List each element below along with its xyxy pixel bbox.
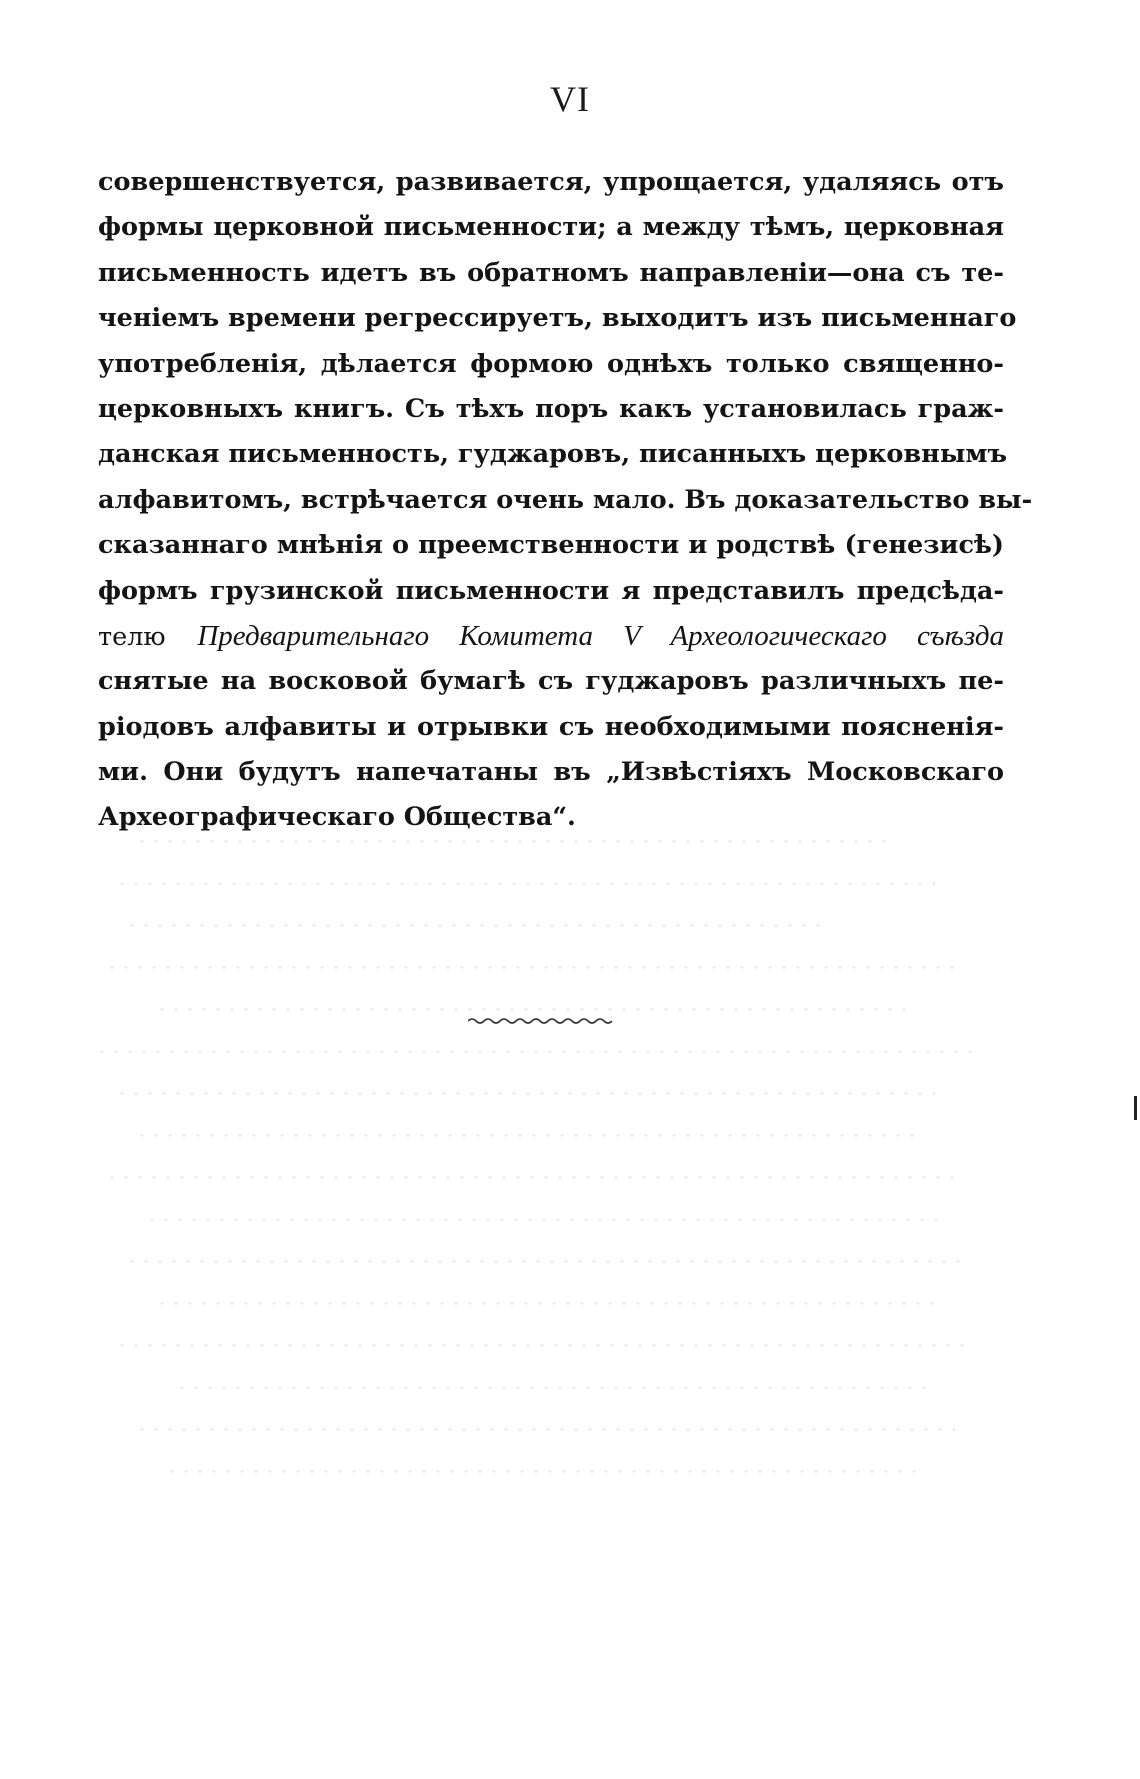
body-paragraph (98, 160, 1033, 841)
text-line: совершенствуется, развивается, упрощается, удаляясь отъ (98, 167, 1004, 197)
bleed-through-texture (95, 830, 1005, 1650)
text-fragment: телю (98, 621, 166, 652)
text-line: формы церковной письменности; а между тѣмъ, церковная (98, 212, 1004, 243)
text-line: алфавитомъ, встрѣчается очень мало. Въ доказательство вы- (98, 484, 1033, 515)
text-line-with-title (98, 614, 1004, 659)
text-line: церковныхъ книгъ. Съ тѣхъ поръ какъ установилась граж- (98, 393, 1004, 424)
committee-title: Предварительнаго Комитета V Археологическаго съѣзда (197, 619, 1004, 652)
page-edge-mark (1134, 1096, 1137, 1120)
text-line: данская письменность, гуджаровъ, писанныхъ церковнымъ (98, 439, 1008, 470)
text-line: письменность идетъ въ обратномъ направленiи—она съ те- (98, 257, 1004, 288)
text-line: ми. Они будутъ напечатаны въ „Извѣстiяхъ Московскаго (98, 757, 1004, 788)
text-line: формъ грузинской письменности я представилъ предсѣда- (98, 575, 1004, 606)
text-line: рiодовъ алфавиты и отрывки съ необходимыми поясненiя- (98, 711, 1004, 742)
text-line: Археографическаго Общества“. (98, 802, 576, 833)
page-number: VI (550, 79, 590, 119)
text-line: снятые на восковой бумагѣ съ гуджаровъ различныхъ пе- (98, 666, 1004, 697)
text-line: сказаннаго мнѣнiя о преемственности и родствѣ (генезисѣ) (98, 530, 1004, 561)
text-line: ченiемъ времени регрессируетъ, выходитъ изъ письменнаго (98, 303, 1017, 334)
text-line: употребленiя, дѣлается формою однѣхъ только священно- (98, 348, 1004, 379)
